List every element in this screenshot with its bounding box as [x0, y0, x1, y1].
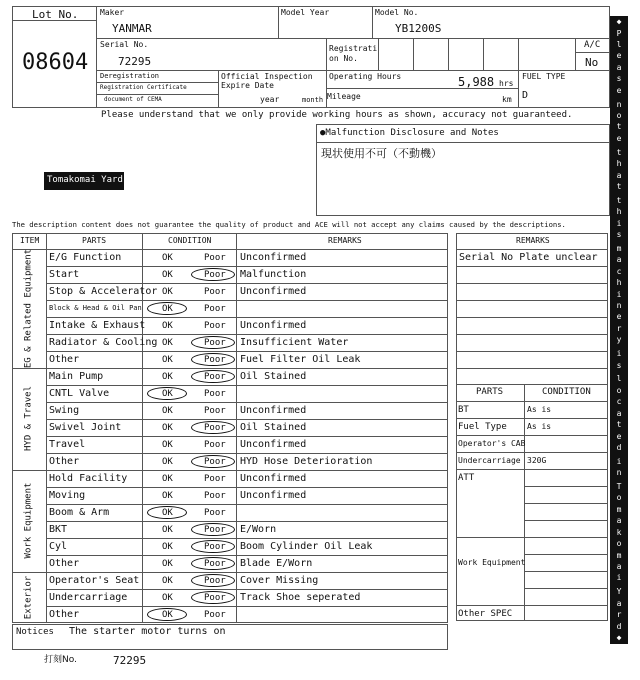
- remarks-row-divider: [456, 266, 608, 267]
- ok-option: OK: [162, 355, 173, 365]
- maker-value: YANMAR: [112, 22, 152, 35]
- remarks-row-divider: [456, 317, 608, 318]
- poor-option: Poor: [204, 304, 226, 314]
- remarks-row-divider: [456, 300, 608, 301]
- parts-row-divider: [456, 452, 608, 453]
- sidebar-char: i: [616, 289, 622, 299]
- remark-text: Unconfirmed: [240, 320, 307, 331]
- sidebar-char: ◆: [616, 17, 622, 27]
- ok-option: OK: [162, 389, 173, 399]
- part-name: Stop & Accelerator: [49, 286, 158, 297]
- remark-text: Unconfirmed: [240, 439, 307, 450]
- group-divider: [12, 470, 448, 471]
- header-divider: [12, 249, 448, 250]
- sidebar-char: m: [616, 550, 622, 560]
- poor-selected-circle: [191, 370, 235, 383]
- poor-option: Poor: [204, 491, 226, 501]
- part-name: Start: [49, 269, 80, 280]
- row-divider: [46, 317, 448, 318]
- disclaimer: The description content does not guarantee the quality of product and ACE will not accept any claims caused by the descriptions.: [12, 220, 566, 229]
- row-divider: [46, 538, 448, 539]
- poor-option: Poor: [204, 338, 226, 348]
- sidebar-char: h: [616, 207, 622, 217]
- sidebar-char: t: [616, 181, 622, 191]
- remarks-row-divider: [456, 351, 608, 352]
- sidebar-char: n: [616, 99, 622, 109]
- part-name: E/G Function: [49, 252, 122, 263]
- sidebar-char: s: [616, 360, 622, 370]
- notices-label: Notices: [16, 627, 54, 637]
- header-remarks: REMARKS: [328, 236, 362, 245]
- maker-label: Maker: [100, 8, 125, 17]
- sidebar-char: t: [616, 122, 622, 132]
- poor-option: Poor: [204, 474, 226, 484]
- sidebar-char: a: [616, 598, 622, 608]
- registration-certificate-label: Registration Certificate: [100, 84, 187, 91]
- sidebar-char: t: [616, 147, 622, 157]
- sidebar-char: h: [616, 278, 622, 288]
- registration-label: Registrati on No.: [329, 44, 378, 63]
- sidebar-char: e: [616, 85, 622, 95]
- ok-selected-circle: [147, 387, 187, 400]
- sidebar-char: a: [616, 561, 622, 571]
- poor-option: Poor: [204, 508, 226, 518]
- sidebar-char: i: [616, 218, 622, 228]
- sidebar-char: e: [616, 431, 622, 441]
- part-name: Travel: [49, 439, 86, 450]
- part-name: Swing: [49, 405, 80, 416]
- sidebar-char: a: [616, 62, 622, 72]
- poor-option: Poor: [204, 287, 226, 297]
- sidebar-char: P: [616, 28, 622, 38]
- ok-option: OK: [162, 576, 173, 586]
- poor-option: Poor: [204, 423, 226, 433]
- poor-selected-circle: [191, 455, 235, 468]
- part-name: BKT: [49, 524, 68, 535]
- group-divider: [12, 368, 448, 369]
- poor-option: Poor: [204, 253, 226, 263]
- poor-option: Poor: [204, 542, 226, 552]
- remark-text: Unconfirmed: [240, 490, 307, 501]
- remark-text: Malfunction: [240, 269, 307, 280]
- cema-label: document of CEMA: [104, 96, 162, 103]
- deregistration-label: Deregistration: [100, 72, 160, 80]
- sidebar-char: c: [616, 397, 622, 407]
- sidebar-char: i: [616, 349, 622, 359]
- poor-option: Poor: [204, 593, 226, 603]
- sidebar-char: o: [616, 539, 622, 549]
- sidebar-char: a: [616, 516, 622, 526]
- remark-text: Track Shoe seperated: [240, 592, 361, 603]
- sidebar-char: k: [616, 527, 622, 537]
- ok-option: OK: [162, 474, 173, 484]
- sidebar-char: d: [616, 442, 622, 452]
- remark-text: Unconfirmed: [240, 286, 307, 297]
- month-label: month: [302, 96, 324, 104]
- att-label: ATT: [458, 473, 475, 483]
- ok-option: OK: [162, 610, 173, 620]
- sidebar-char: Y: [616, 587, 622, 597]
- row-divider: [46, 589, 448, 590]
- column-divider: [46, 233, 47, 623]
- sidebar-char: e: [616, 51, 622, 61]
- ac-value: No: [585, 56, 599, 69]
- parts-row-divider: [456, 469, 608, 470]
- poor-selected-circle: [191, 421, 235, 434]
- poor-option: Poor: [204, 440, 226, 450]
- inspection-label: Official Inspection Expire Date: [221, 72, 313, 91]
- column-divider: [236, 233, 237, 623]
- remark-text: E/Worn: [240, 524, 277, 535]
- fuel-type-value: D: [522, 90, 529, 101]
- att-divider: [456, 537, 608, 538]
- operating-hours-value: 5,988: [458, 75, 495, 89]
- parts-row-label: BT: [458, 405, 469, 415]
- part-name: Moving: [49, 490, 86, 501]
- row-divider: [46, 419, 448, 420]
- remark-text: Insufficient Water: [240, 337, 349, 348]
- poor-option: Poor: [204, 457, 226, 467]
- row-divider: [46, 555, 448, 556]
- remark-text: Oil Stained: [240, 371, 307, 382]
- header-condition: CONDITION: [168, 236, 212, 245]
- part-name: CNTL Valve: [49, 388, 110, 399]
- ok-option: OK: [162, 406, 173, 416]
- ok-selected-circle: [147, 302, 187, 315]
- remarks-row-divider: [456, 368, 608, 369]
- poor-selected-circle: [191, 557, 235, 570]
- sidebar-char: r: [616, 610, 622, 620]
- sidebar-char: n: [616, 468, 622, 478]
- ok-option: OK: [162, 372, 173, 382]
- lot-no-label: Lot No.: [32, 8, 79, 21]
- group-divider: [12, 572, 448, 573]
- header-box: [12, 6, 610, 108]
- ok-option: OK: [162, 270, 173, 280]
- remarks-row-divider: [456, 283, 608, 284]
- we-sub-divider: [524, 571, 608, 572]
- remark-text: Unconfirmed: [240, 473, 307, 484]
- ok-option: OK: [162, 525, 173, 535]
- part-name: Swivel Joint: [49, 422, 122, 433]
- poor-selected-circle: [191, 523, 235, 536]
- part-name: Block & Head & Oil Pan: [49, 304, 142, 312]
- part-name: Other: [49, 354, 80, 365]
- hrs-label: hrs: [499, 79, 514, 88]
- row-divider: [46, 453, 448, 454]
- parts-header: PARTS: [476, 387, 504, 397]
- sidebar-char: i: [616, 573, 622, 583]
- sidebar-char: a: [616, 255, 622, 265]
- ok-selected-circle: [147, 608, 187, 621]
- poor-selected-circle: [191, 591, 235, 604]
- ok-option: OK: [162, 559, 173, 569]
- work-equipment-label: Work Equipment: [458, 558, 526, 567]
- row-divider: [46, 504, 448, 505]
- remark-text: Unconfirmed: [240, 405, 307, 416]
- part-name: Intake & Exhaust: [49, 320, 146, 331]
- poor-option: Poor: [204, 525, 226, 535]
- remark-text: Boom Cylinder Oil Leak: [240, 541, 373, 552]
- poor-option: Poor: [204, 389, 226, 399]
- ok-option: OK: [162, 287, 173, 297]
- sidebar-char: d: [616, 621, 622, 631]
- row-divider: [46, 351, 448, 352]
- part-name: Main Pump: [49, 371, 104, 382]
- condition-header: CONDITION: [542, 387, 591, 397]
- poor-option: Poor: [204, 406, 226, 416]
- remark-text: Cover Missing: [240, 575, 319, 586]
- sidebar-char: a: [616, 170, 622, 180]
- row-divider: [46, 436, 448, 437]
- poor-selected-circle: [191, 574, 235, 587]
- sidebar-text: [610, 16, 628, 644]
- malfunction-text: 現状使用不可（不動機）: [321, 147, 442, 160]
- stamp-label: 打刻No.: [44, 655, 77, 665]
- sidebar-char: T: [616, 482, 622, 492]
- parts-row-value: As is: [527, 405, 552, 414]
- sidebar-char: h: [616, 159, 622, 169]
- poor-selected-circle: [191, 268, 235, 281]
- row-divider: [46, 300, 448, 301]
- remark-text: Blade E/Worn: [240, 558, 313, 569]
- sidebar-char: t: [616, 420, 622, 430]
- sidebar-char: e: [616, 312, 622, 322]
- yard-sidebar: [610, 16, 628, 644]
- sidebar-char: i: [616, 456, 622, 466]
- part-name: Hold Facility: [49, 473, 128, 484]
- parts-row-label: Operator's CAB: [458, 439, 526, 448]
- sidebar-char: c: [616, 266, 622, 276]
- model-no-value: YB1200S: [395, 22, 442, 35]
- operating-hours-label: Operating Hours: [329, 72, 402, 81]
- poor-selected-circle: [191, 336, 235, 349]
- model-year-label: Model Year: [281, 8, 330, 17]
- poor-option: Poor: [204, 610, 226, 620]
- sidebar-char: r: [616, 323, 622, 333]
- row-divider: [46, 402, 448, 403]
- ok-option: OK: [162, 542, 173, 552]
- part-name: Other: [49, 609, 80, 620]
- sidebar-char: s: [616, 230, 622, 240]
- parts-row-divider: [456, 435, 608, 436]
- row-divider: [46, 487, 448, 488]
- group-label: EG & Related Equipment: [23, 248, 34, 368]
- hours-notice: Please understand that we only provide working hours as shown, accuracy not guaranteed.: [101, 110, 573, 120]
- serial-no-value: 72295: [118, 55, 152, 68]
- ok-option: OK: [162, 321, 173, 331]
- malfunction-title: ●Malfunction Disclosure and Notes: [320, 128, 499, 138]
- remarks-row-divider: [456, 334, 608, 335]
- sidebar-char: o: [616, 385, 622, 395]
- sidebar-char: s: [616, 74, 622, 84]
- ok-option: OK: [162, 253, 173, 263]
- fuel-type-label: FUEL TYPE: [522, 72, 566, 81]
- sidebar-char: ◆: [616, 632, 622, 642]
- lot-number: 08604: [22, 50, 89, 75]
- sidebar-char: n: [616, 301, 622, 311]
- ok-option: OK: [162, 457, 173, 467]
- group-label: HYD & Travel: [23, 385, 34, 452]
- we-sub-divider: [524, 588, 608, 589]
- serial-no-label: Serial No.: [100, 40, 149, 49]
- km-label: km: [502, 95, 512, 104]
- row-divider: [46, 521, 448, 522]
- sidebar-char: e: [616, 133, 622, 143]
- remark-text: HYD Hose Deterioration: [240, 456, 373, 467]
- parts-row-divider: [456, 418, 608, 419]
- att-sub-divider: [524, 486, 608, 487]
- remarks-header: REMARKS: [516, 236, 550, 245]
- header-parts: PARTS: [82, 236, 107, 245]
- remark-text: Oil Stained: [240, 422, 307, 433]
- row-divider: [46, 385, 448, 386]
- parts-row-label: Undercarriage: [458, 456, 521, 465]
- other-spec-label: Other SPEC: [458, 609, 513, 619]
- part-name: Boom & Arm: [49, 507, 110, 518]
- poor-option: Poor: [204, 559, 226, 569]
- sidebar-char: a: [616, 408, 622, 418]
- row-divider: [46, 334, 448, 335]
- ok-option: OK: [162, 338, 173, 348]
- we-sub-divider: [524, 554, 608, 555]
- att-sub-divider: [524, 520, 608, 521]
- row-divider: [46, 606, 448, 607]
- parts-row-value: As is: [527, 422, 552, 431]
- part-name: Undercarriage: [49, 592, 128, 603]
- sidebar-char: l: [616, 374, 622, 384]
- part-name: Cyl: [49, 541, 68, 552]
- ok-option: OK: [162, 491, 173, 501]
- sidebar-char: o: [616, 111, 622, 120]
- yard-badge-text: Tomakomai Yard: [47, 175, 123, 185]
- we-divider: [456, 605, 608, 606]
- att-sub-divider: [524, 503, 608, 504]
- part-name: Radiator & Cooling: [49, 337, 158, 348]
- poor-option: Poor: [204, 576, 226, 586]
- notices-text: The starter motor turns on: [69, 626, 226, 637]
- poor-option: Poor: [204, 321, 226, 331]
- poor-selected-circle: [191, 540, 235, 553]
- year-label: year: [260, 95, 280, 104]
- stamp-value: 72295: [113, 654, 147, 667]
- remarks-header-divider: [456, 249, 608, 250]
- ok-option: OK: [162, 593, 173, 603]
- ac-label: A/C: [584, 40, 601, 50]
- header-item: ITEM: [20, 236, 40, 245]
- sidebar-char: o: [616, 493, 622, 503]
- sidebar-char: m: [616, 504, 622, 514]
- row-divider: [46, 266, 448, 267]
- parts-row-value: 320G: [527, 456, 547, 465]
- ok-option: OK: [162, 304, 173, 314]
- sidebar-char: t: [616, 195, 622, 205]
- parts-row-label: Fuel Type: [458, 422, 507, 432]
- remark-text: Unconfirmed: [240, 252, 307, 263]
- ok-option: OK: [162, 423, 173, 433]
- poor-selected-circle: [191, 353, 235, 366]
- ok-selected-circle: [147, 506, 187, 519]
- row-divider: [46, 283, 448, 284]
- mileage-label: Mileage: [327, 92, 361, 101]
- poor-option: Poor: [204, 270, 226, 280]
- part-name: Other: [49, 456, 80, 467]
- sidebar-char: y: [616, 335, 622, 345]
- group-label: Exterior: [23, 575, 34, 619]
- remarks-row-text: Serial No Plate unclear: [459, 252, 598, 263]
- poor-option: Poor: [204, 372, 226, 382]
- poor-option: Poor: [204, 355, 226, 365]
- remark-text: Fuel Filter Oil Leak: [240, 354, 361, 365]
- parts-header-divider: [456, 401, 608, 402]
- group-label: Work Equipment: [23, 482, 34, 559]
- part-name: Operator's Seat: [49, 575, 140, 586]
- model-no-label: Model No.: [375, 8, 419, 17]
- ok-option: OK: [162, 508, 173, 518]
- ok-option: OK: [162, 440, 173, 450]
- part-name: Other: [49, 558, 80, 569]
- sidebar-char: l: [616, 40, 622, 50]
- sidebar-char: m: [616, 243, 622, 253]
